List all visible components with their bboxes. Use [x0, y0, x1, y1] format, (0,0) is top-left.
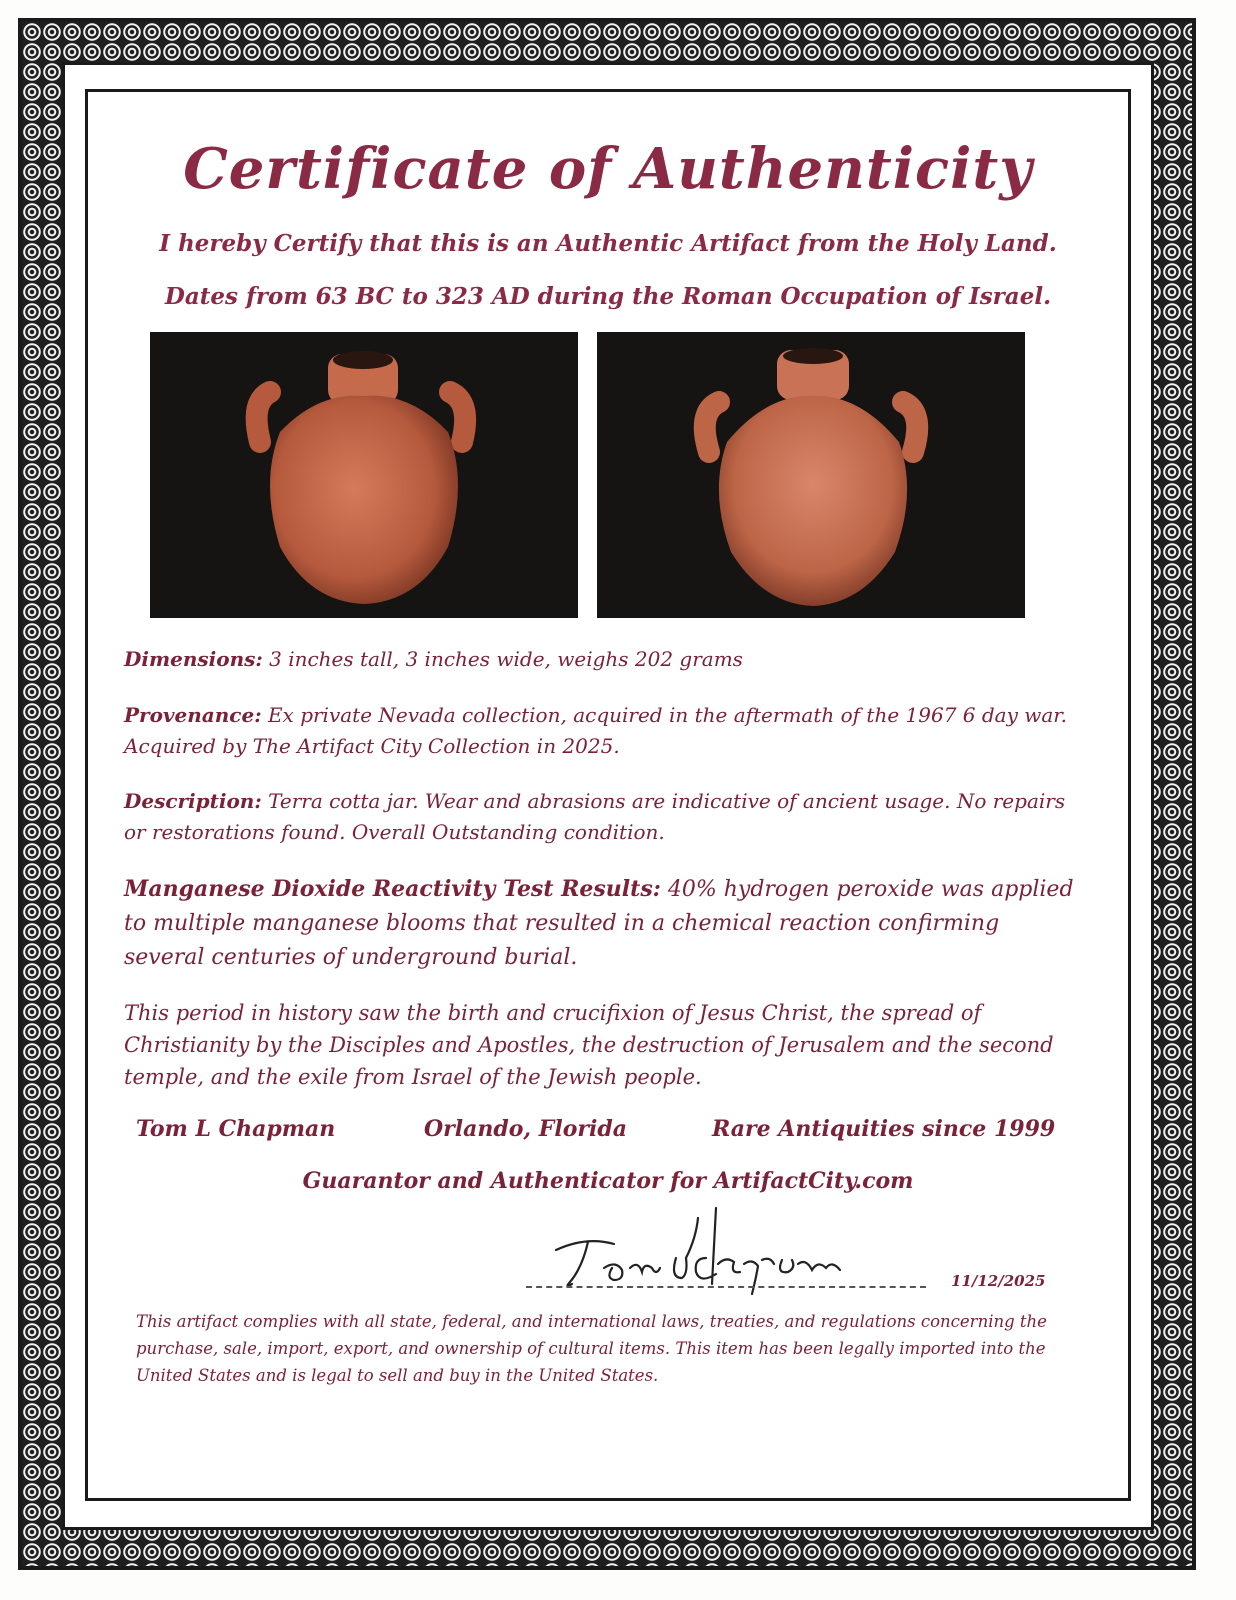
- manganese-label: Manganese Dioxide Reactivity Test Results:: [124, 876, 661, 902]
- history-paragraph: This period in history saw the birth and crucifixion of Jesus Christ, the spread of Christianity by the Disciples and Apostles, the destruction of Jerusalem and the second temple, and the exile from Israel of the Jewish people.: [124, 1001, 1054, 1089]
- provenance-text: Ex private Nevada collection, acquired in the aftermath of the 1967 6 day war. Acquired by The Artifact City Collection in 2025.: [124, 703, 1068, 758]
- signature-line: [526, 1286, 926, 1288]
- authenticator-city: Orlando, Florida: [424, 1116, 627, 1142]
- dimensions-text: 3 inches tall, 3 inches wide, weighs 202 grams: [269, 647, 743, 671]
- provenance-label: Provenance:: [124, 703, 262, 727]
- authenticator-name: Tom L Chapman: [136, 1116, 336, 1142]
- manganese-paragraph: [124, 872, 1074, 975]
- dimensions-paragraph: [124, 644, 1074, 675]
- signature-date: 11/12/2025: [951, 1272, 1046, 1290]
- jar-photo-back: [597, 332, 1025, 618]
- business-since: Rare Antiquities since 1999: [712, 1116, 1056, 1142]
- guarantor-line: Guarantor and Authenticator for ArtifactCity.com: [302, 1168, 914, 1194]
- legal-disclaimer: This artifact complies with all state, federal, and international laws, treaties, and regulations concerning the purchase, sale, import, export, and ownership of cultural items. This item has been legally imported into the United States and is legal to sell and buy in the United States.: [136, 1312, 1047, 1385]
- dimensions-label: Dimensions:: [124, 647, 263, 671]
- description-label: Description:: [124, 789, 262, 813]
- dates-line: Dates from 63 BC to 323 AD during the Roman Occupation of Israel.: [164, 283, 1052, 310]
- description-paragraph: [124, 786, 1074, 848]
- manganese-text: 40% hydrogen peroxide was applied to multiple manganese blooms that resulted in a chemical reaction confirming several centuries of underground burial.: [124, 877, 1074, 970]
- signature: [526, 1198, 946, 1298]
- certify-line: I hereby Certify that this is an Authentic Artifact from the Holy Land.: [159, 230, 1057, 257]
- description-text: Terra cotta jar. Wear and abrasions are indicative of ancient usage. No repairs or restorations found. Overall Outstanding condition.: [124, 789, 1066, 844]
- jar-photo-front: [150, 332, 578, 618]
- certificate-title: Certificate of Authenticity: [183, 136, 1033, 202]
- provenance-paragraph: [124, 700, 1074, 762]
- certificate-content: [96, 100, 1120, 1490]
